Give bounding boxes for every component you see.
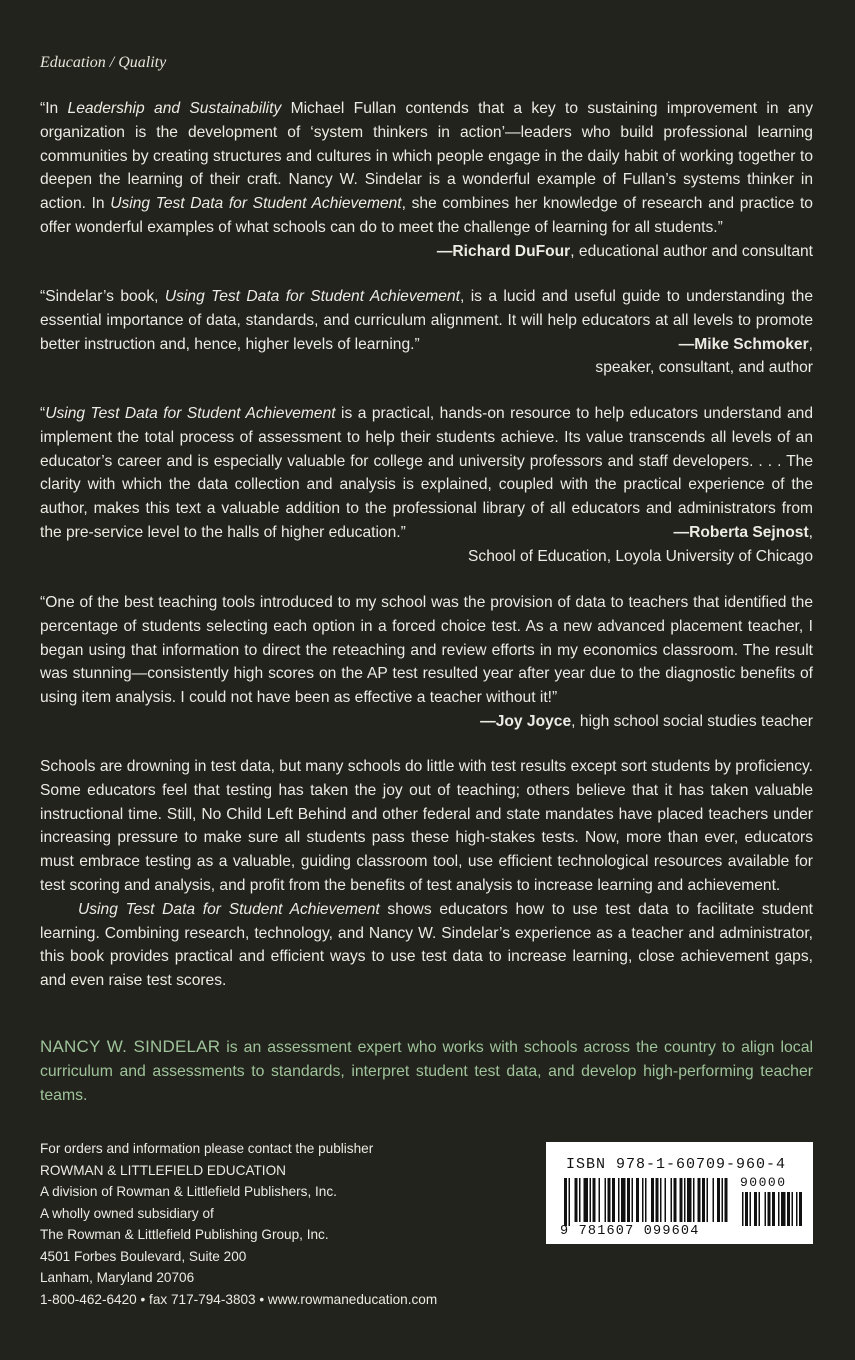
publisher-line: A division of Rowman & Littlefield Publishers, Inc.: [40, 1184, 337, 1199]
barcode-bar: [713, 1178, 715, 1222]
book-title: Using Test Data for Student Achievement: [45, 405, 336, 422]
quote-attribution: School of Education, Loyola University of Chicago: [468, 547, 813, 565]
barcode-addon-bar: [768, 1192, 771, 1226]
barcode-addon-bar: [799, 1192, 802, 1226]
barcode-bar: [725, 1178, 728, 1222]
quote-joyce: [40, 591, 813, 734]
barcode-addon-bar: [759, 1192, 761, 1226]
quote-text: “Sindelar’s book, Using Test Data for Student Achievement, is a lucid and useful guide to understanding the essential importance of data, standards, and curriculum alignment. It will help educators at all levels to promote better instruction and, hence, higher levels of learning.” —Mike Schmoker,: [40, 285, 813, 356]
barcode-addon-bar: [796, 1192, 798, 1226]
barcode-addon-bar: [772, 1192, 775, 1226]
book-title: Using Test Data for Student Achievement: [110, 195, 402, 213]
barcode-digits: 9 781607 099604: [560, 1224, 700, 1239]
author-name: NANCY W. SINDELAR: [40, 1037, 221, 1056]
barcode-bar: [575, 1178, 578, 1222]
barcode-bar: [605, 1178, 607, 1222]
quote-text: “Using Test Data for Student Achievement is a practical, hands-on resource to help educators understand and implement the total process of assessment to help their students achieve. Its value transcends all levels of an educator’s career and is especially valuable for college and university professors and staff developers. . . . The clarity with which the data collection and analysis is explained, coupled with the practical experience of the author, makes this text a valuable addition to the professional library of all educators and administrators from the pre-service level to the halls of higher education.” —Roberta Sejnost,: [40, 402, 813, 545]
barcode-addon-digits: 90000: [740, 1175, 787, 1190]
publisher-info: [40, 1138, 540, 1310]
publisher-line: A wholly owned subsidiary of: [40, 1205, 214, 1221]
barcode-addon-bar: [742, 1192, 744, 1226]
barcode-bar: [656, 1178, 659, 1222]
barcode-bar: [660, 1178, 662, 1222]
barcode-bar: [599, 1178, 601, 1222]
description-paragraph: Schools are drowning in test data, but many schools do little with test results except sort students by proficiency. Some educators feel that testing has taken the joy out of teaching; others believe that it has taken valuable instructional time. Still, No Child Left Behind and other federal and state mandates have placed teachers under increasing pressure to make sure all students pass these high-stakes tests. Now, more than ever, educators must embrace testing as a valuable, guiding classroom tool, use efficient technological resources available for test scoring and analysis, and profit from the benefits of test analysis to increase learning and achievement.: [40, 758, 813, 894]
barcode-bar: [618, 1178, 620, 1222]
barcode-bar: [579, 1178, 581, 1222]
category-label: Education / Quality: [40, 54, 167, 71]
quote-attribution: speaker, consultant, and author: [595, 359, 813, 377]
barcode-bar: [707, 1178, 709, 1222]
barcode-bar: [569, 1178, 571, 1226]
barcode-bar: [632, 1178, 634, 1222]
publisher-line: The Rowman & Littlefield Publishing Group, Inc.: [40, 1227, 329, 1242]
barcode-bar: [674, 1178, 677, 1222]
barcode-addon-bar: [787, 1192, 790, 1226]
quote-attribution: —Richard DuFour, educational author and consultant: [436, 242, 813, 260]
barcode-bar: [564, 1178, 567, 1226]
quote-text: “In Leadership and Sustainability Michael Fullan contends that a key to sustaining improvement in any organization is the development of ‘system thinkers in action’—leaders who build professional learning communities by creating structures and cultures in which people engage in the daily habit of working together to deepen the learning of their craft. Nancy W. Sindelar is a wonderful example of Fullan’s systems thinker in action. In Using Test Data for Student Achievement, she combines her knowledge of research and practice to offer wonderful examples of what schools can do to meet the challenge of learning for all students.”: [40, 100, 813, 236]
quote-text: “One of the best teaching tools introduced to my school was the provision of data to teachers that identified the percentage of students selecting each option in a forced choice test. As a new advanced placement teacher, I began using that information to direct the reteaching and review efforts in my economics classroom. The result was stunning—consistently high scores on the AP test resulted year after year due to the diagnostic benefits of using item analysis. I could not have been as effective a teacher without it!”: [40, 594, 813, 707]
barcode-addon-bar: [754, 1192, 757, 1226]
barcode-addon-bar: [778, 1192, 780, 1226]
barcode-bar: [590, 1178, 592, 1222]
publisher-line: ROWMAN & LITTLEFIELD EDUCATION: [40, 1162, 286, 1178]
quote-dufour: [40, 97, 813, 264]
barcode-addon-bar: [781, 1192, 786, 1226]
barcode-bar: [680, 1178, 683, 1222]
barcode-addon-bar: [750, 1192, 752, 1226]
barcode-bar: [608, 1178, 611, 1222]
barcode-bar: [684, 1178, 686, 1222]
barcode-bar: [722, 1178, 724, 1222]
barcode-bar: [671, 1178, 673, 1222]
barcode-bar: [642, 1178, 644, 1222]
barcode-bar: [627, 1178, 630, 1222]
description-paragraph: Using Test Data for Student Achievement shows educators how to use test data to facilitate student learning. Combining research, technology, and Nancy W. Sindelar’s experience as a teacher and administrator, this book provides practical and efficient ways to use test data to increase learning, close achievement gaps, and even raise test scores.: [40, 900, 813, 990]
book-title: Using Test Data for Student Achievement: [164, 288, 460, 305]
barcode-bar: [702, 1178, 705, 1222]
quote-attribution: —Joy Joyce, high school social studies teacher: [480, 712, 813, 730]
barcode-addon-bar: [765, 1192, 767, 1226]
quote-author: —Mike Schmoker,: [678, 335, 813, 353]
barcode-bar: [717, 1178, 720, 1222]
book-title: Using Test Data for Student Achievement: [78, 900, 380, 918]
author-bio: [40, 1035, 813, 1108]
barcode-bar: [621, 1178, 626, 1222]
barcode-addon-bar: [745, 1192, 748, 1226]
book-title: Leadership and Sustainability: [67, 100, 282, 117]
barcode-bar: [698, 1178, 701, 1222]
barcode-bar: [693, 1178, 695, 1222]
barcode-bar: [584, 1178, 589, 1222]
barcode-bar: [687, 1178, 692, 1222]
barcode-bars: [564, 1178, 804, 1226]
book-description: [40, 755, 813, 993]
barcode-bar: [651, 1178, 654, 1222]
isbn-number: ISBN 978-1-60709-960-4: [566, 1156, 787, 1173]
publisher-line: 1-800-462-6420 • fax 717-794-3803 • www.rowmaneducation.com: [40, 1291, 438, 1307]
barcode-bar: [645, 1178, 647, 1222]
quote-sejnost: [40, 402, 813, 569]
publisher-line: 4501 Forbes Boulevard, Suite 200: [40, 1248, 247, 1264]
barcode-bar: [636, 1178, 639, 1222]
barcode-bar: [665, 1178, 667, 1222]
quote-schmoker: [40, 285, 813, 380]
barcode-addon-bar: [792, 1192, 794, 1226]
barcode-bar: [593, 1178, 596, 1222]
quote-author: —Roberta Sejnost,: [673, 523, 813, 541]
publisher-line: For orders and information please contact the publisher: [40, 1141, 374, 1156]
publisher-line: Lanham, Maryland 20706: [40, 1270, 195, 1285]
barcode-bar: [612, 1178, 615, 1222]
isbn-barcode: [546, 1142, 813, 1244]
author-bio-text: is an assessment expert who works with schools across the country to align local curriculum and assessments to standards, interpret student test data, and develop high-performing teacher teams.: [40, 1039, 813, 1104]
